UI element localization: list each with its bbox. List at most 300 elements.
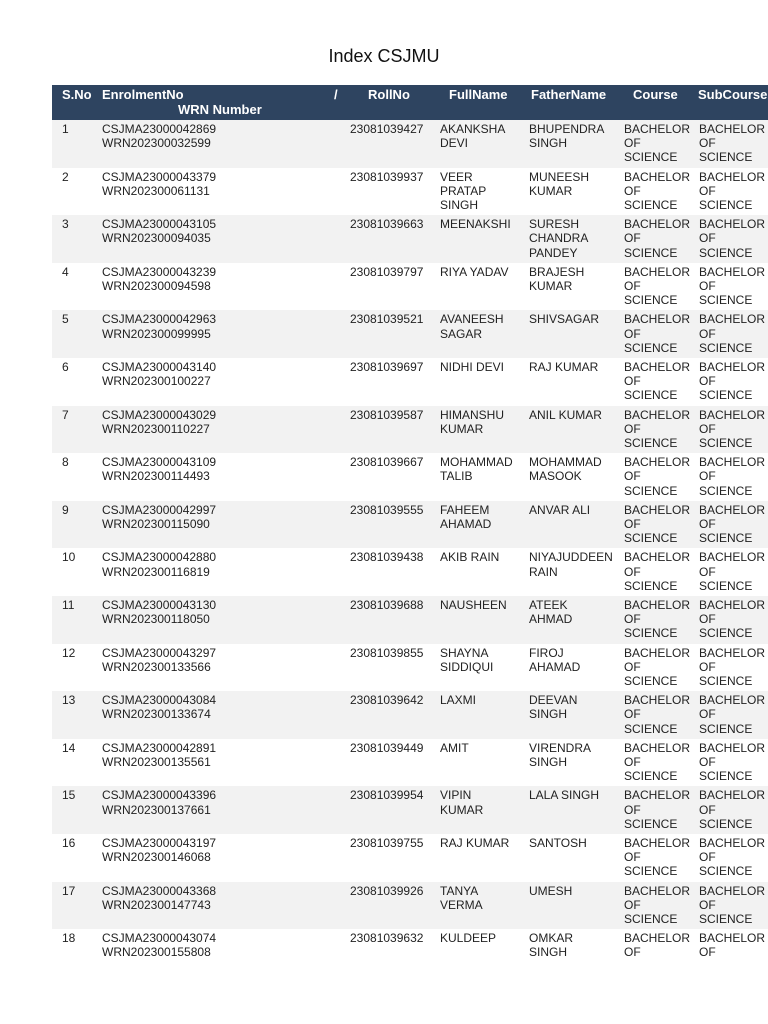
cell-course-line: BACHELOR (624, 407, 691, 422)
enrolment-number: CSJMA23000043105 (102, 217, 217, 232)
cell-course-line: SCIENCE (624, 293, 678, 308)
cell-fullname-line: TALIB (440, 469, 473, 484)
cell-fathername-line: NIYAJUDDEEN (529, 550, 613, 565)
table-row (52, 834, 768, 882)
cell-course-line: BACHELOR (624, 169, 691, 184)
cell-fullname (440, 693, 520, 707)
cell-course (624, 788, 694, 831)
cell-fullname (440, 170, 520, 213)
cell-fullname-line: MOHAMMAD (440, 455, 513, 470)
cell-course (624, 741, 694, 784)
cell-roll: 23081039438 (350, 550, 424, 565)
cell-fullname-line: KUMAR (440, 421, 484, 436)
cell-sno: 5 (62, 312, 69, 327)
cell-fathername (529, 550, 619, 578)
cell-fathername-line: DEEVAN (529, 693, 578, 708)
cell-fathername-line: RAJ KUMAR (529, 359, 599, 374)
table-body (52, 120, 768, 977)
cell-subcourse-line: OF (699, 136, 716, 151)
cell-fullname-line: DEVI (440, 136, 469, 151)
cell-roll: 23081039688 (350, 597, 424, 612)
cell-enrolment-wrn (102, 693, 216, 721)
cell-fathername-line: SINGH (529, 136, 568, 151)
cell-fathername-line: ANIL KUMAR (529, 407, 602, 422)
table-row (52, 215, 768, 263)
cell-subcourse-line: OF (699, 469, 716, 484)
cell-fathername-line: FIROJ (529, 645, 564, 660)
cell-course-line: BACHELOR (624, 788, 691, 803)
cell-sno: 14 (62, 740, 76, 755)
cell-enrolment-wrn (102, 503, 216, 531)
header-enrolment: EnrolmentNo (102, 87, 184, 102)
cell-fullname (440, 503, 520, 531)
cell-course-line: BACHELOR (624, 122, 691, 136)
cell-fathername-line: BRAJESH (529, 264, 585, 279)
table-row (52, 882, 768, 930)
cell-subcourse-line: SCIENCE (699, 198, 753, 212)
cell-subcourse-line: BACHELOR (699, 312, 766, 327)
cell-fullname-line: SHAYNA (440, 645, 489, 660)
cell-subcourse-line: SCIENCE (699, 578, 753, 593)
cell-fathername-line: SINGH (529, 707, 568, 722)
cell-subcourse-line: BACHELOR (699, 693, 766, 708)
cell-fathername-line: CHANDRA (529, 231, 589, 246)
cell-subcourse-line: SCIENCE (699, 864, 753, 879)
cell-fullname-line: MEENAKSHI (440, 217, 511, 232)
cell-subcourse-line: SCIENCE (699, 245, 753, 260)
cell-subcourse-line: BACHELOR (699, 740, 766, 755)
cell-course-line: SCIENCE (624, 816, 678, 831)
cell-subcourse-line: OF (699, 516, 716, 531)
cell-subcourse-line: OF (699, 659, 716, 674)
cell-subcourse-line: OF (699, 897, 716, 912)
cell-course-line: BACHELOR (624, 502, 691, 517)
cell-fathername (529, 122, 619, 150)
cell-course (624, 265, 694, 308)
table-row (52, 358, 768, 406)
cell-fathername-line: BHUPENDRA (529, 122, 605, 136)
cell-enrolment-wrn (102, 170, 216, 198)
header-fullname: FullName (449, 87, 508, 102)
cell-subcourse (699, 836, 768, 879)
cell-fullname (440, 360, 520, 374)
cell-course-line: BACHELOR (624, 312, 691, 327)
cell-fullname-line: HIMANSHU (440, 407, 505, 422)
cell-subcourse-line: BACHELOR (699, 217, 766, 232)
cell-subcourse (699, 931, 768, 959)
cell-subcourse-line: SCIENCE (699, 483, 753, 498)
cell-fullname-line: VIPIN (440, 788, 472, 803)
cell-course (624, 884, 694, 927)
enrolment-number: CSJMA23000043074 (102, 931, 217, 946)
cell-subcourse-line: BACHELOR (699, 502, 766, 517)
cell-sno: 16 (62, 835, 76, 850)
cell-fullname (440, 550, 520, 564)
cell-fathername (529, 598, 619, 626)
cell-course-line: OF (624, 754, 641, 769)
cell-subcourse-line: SCIENCE (699, 721, 753, 736)
cell-course-line: OF (624, 612, 641, 627)
cell-sno: 9 (62, 502, 69, 517)
cell-subcourse-line: BACHELOR (699, 597, 766, 612)
cell-fathername (529, 408, 619, 422)
wrn-number: WRN202300100227 (102, 374, 211, 389)
cell-roll: 23081039663 (350, 217, 424, 232)
cell-fathername-line: ANVAR ALI (529, 502, 591, 517)
header-father: FatherName (531, 87, 607, 102)
cell-subcourse (699, 312, 768, 355)
cell-course-line: SCIENCE (624, 198, 678, 212)
cell-roll: 23081039632 (350, 931, 424, 946)
table-row (52, 501, 768, 549)
wrn-number: WRN202300146068 (102, 850, 211, 865)
table-row (52, 929, 768, 977)
header-slash: / (334, 87, 338, 102)
cell-enrolment-wrn (102, 312, 216, 340)
cell-subcourse-line: OF (699, 707, 716, 722)
cell-enrolment-wrn (102, 122, 216, 150)
cell-course-line: SCIENCE (624, 150, 678, 165)
cell-subcourse-line: OF (699, 374, 716, 389)
cell-fathername-line: UMESH (529, 883, 573, 898)
cell-course-line: OF (624, 326, 641, 341)
cell-fathername-line: SHIVSAGAR (529, 312, 600, 327)
cell-course-line: OF (624, 897, 641, 912)
wrn-number: WRN202300147743 (102, 897, 211, 912)
cell-subcourse-line: BACHELOR (699, 883, 766, 898)
enrolment-number: CSJMA23000043084 (102, 693, 217, 708)
cell-fathername (529, 170, 619, 198)
cell-roll: 23081039937 (350, 169, 424, 184)
index-table (52, 85, 768, 977)
cell-course-line: OF (624, 136, 641, 151)
table-row (52, 263, 768, 311)
cell-course-line: SCIENCE (624, 388, 678, 403)
cell-subcourse (699, 646, 768, 689)
cell-subcourse (699, 693, 768, 736)
cell-course-line: OF (624, 469, 641, 484)
enrolment-number: CSJMA23000043109 (102, 455, 217, 470)
cell-fathername-line: SURESH (529, 217, 580, 232)
cell-sno: 8 (62, 455, 69, 470)
cell-fullname (440, 455, 520, 483)
cell-course-line: BACHELOR (624, 835, 691, 850)
cell-fathername-line: MUNEESH (529, 169, 590, 184)
cell-enrolment-wrn (102, 836, 216, 864)
cell-fullname-line: SAGAR (440, 326, 483, 341)
table-row (52, 453, 768, 501)
table-row (52, 310, 768, 358)
cell-fullname-line: AMIT (440, 740, 469, 755)
cell-subcourse-line: OF (699, 612, 716, 627)
cell-course-line: BACHELOR (624, 217, 691, 232)
enrolment-number: CSJMA23000043140 (102, 359, 217, 374)
cell-course-line: OF (624, 564, 641, 579)
cell-subcourse-line: OF (699, 564, 716, 579)
cell-subcourse-line: OF (699, 754, 716, 769)
cell-fathername (529, 360, 619, 374)
cell-course-line: SCIENCE (624, 769, 678, 784)
cell-sno: 6 (62, 359, 69, 374)
cell-fathername (529, 217, 619, 260)
cell-subcourse-line: OF (699, 421, 716, 436)
enrolment-number: CSJMA23000042997 (102, 502, 217, 517)
cell-course-line: OF (624, 516, 641, 531)
cell-roll: 23081039427 (350, 122, 424, 136)
cell-subcourse-line: BACHELOR (699, 645, 766, 660)
table-row (52, 406, 768, 454)
cell-fathername-line: VIRENDRA (529, 740, 592, 755)
cell-subcourse-line: SCIENCE (699, 435, 753, 450)
cell-subcourse-line: BACHELOR (699, 835, 766, 850)
cell-roll: 23081039642 (350, 693, 424, 708)
enrolment-number: CSJMA23000043297 (102, 645, 217, 660)
cell-subcourse-line: BACHELOR (699, 122, 766, 136)
cell-course-line: SCIENCE (624, 864, 678, 879)
cell-course (624, 598, 694, 641)
cell-subcourse-line: SCIENCE (699, 911, 753, 926)
cell-course (624, 646, 694, 689)
wrn-number: WRN202300061131 (102, 183, 210, 198)
cell-subcourse-line: SCIENCE (699, 293, 753, 308)
cell-enrolment-wrn (102, 265, 216, 293)
cell-enrolment-wrn (102, 598, 216, 626)
wrn-number: WRN202300110227 (102, 421, 210, 436)
cell-roll: 23081039555 (350, 502, 424, 517)
cell-subcourse-line: OF (699, 945, 716, 960)
wrn-number: WRN202300116819 (102, 564, 210, 579)
cell-course-line: SCIENCE (624, 340, 678, 355)
cell-subcourse-line: BACHELOR (699, 788, 766, 803)
cell-fullname-line: RAJ KUMAR (440, 835, 510, 850)
cell-subcourse-line: SCIENCE (699, 388, 753, 403)
cell-course-line: OF (624, 707, 641, 722)
cell-sno: 13 (62, 693, 76, 708)
cell-subcourse (699, 360, 768, 403)
cell-fathername-line: SINGH (529, 754, 568, 769)
cell-fathername (529, 693, 619, 721)
cell-fathername (529, 646, 619, 674)
cell-course (624, 931, 694, 959)
cell-roll: 23081039697 (350, 359, 424, 374)
cell-course-line: BACHELOR (624, 264, 691, 279)
header-sno: S.No (62, 87, 92, 102)
cell-fathername (529, 455, 619, 483)
cell-enrolment-wrn (102, 931, 216, 959)
cell-sno: 18 (62, 931, 76, 946)
cell-fullname (440, 741, 520, 755)
cell-fathername (529, 788, 619, 802)
wrn-number: WRN202300094035 (102, 231, 211, 246)
cell-course-line: BACHELOR (624, 693, 691, 708)
cell-enrolment-wrn (102, 455, 216, 483)
cell-course-line: OF (624, 850, 641, 865)
cell-fullname-line: AKIB RAIN (440, 550, 500, 565)
cell-subcourse-line: BACHELOR (699, 455, 766, 470)
cell-fullname-line: LAXMI (440, 693, 477, 708)
cell-subcourse (699, 455, 768, 498)
table-row (52, 786, 768, 834)
cell-sno: 11 (62, 597, 75, 612)
cell-subcourse-line: BACHELOR (699, 931, 766, 946)
cell-course-line: BACHELOR (624, 455, 691, 470)
cell-sno: 17 (62, 883, 76, 898)
cell-roll: 23081039926 (350, 883, 424, 898)
cell-course (624, 455, 694, 498)
cell-fullname-line: KULDEEP (440, 931, 497, 946)
cell-subcourse (699, 788, 768, 831)
cell-subcourse (699, 217, 768, 260)
cell-fathername-line: SINGH (529, 945, 568, 960)
cell-fathername-line: AHAMAD (529, 659, 581, 674)
wrn-number: WRN202300135561 (102, 754, 211, 769)
wrn-number: WRN202300118050 (102, 612, 210, 627)
cell-fullname-line: VEER (440, 169, 473, 184)
cell-fullname (440, 598, 520, 612)
cell-course-line: OF (624, 659, 641, 674)
cell-subcourse-line: SCIENCE (699, 769, 753, 784)
cell-enrolment-wrn (102, 646, 216, 674)
enrolment-number: CSJMA23000042869 (102, 122, 217, 136)
cell-course-line: SCIENCE (624, 531, 678, 546)
cell-course-line: SCIENCE (624, 673, 678, 688)
cell-sno: 7 (62, 407, 69, 422)
cell-fullname-line: NAUSHEEN (440, 597, 507, 612)
wrn-number: WRN202300114493 (102, 469, 210, 484)
cell-fathername-line: PANDEY (529, 245, 578, 260)
cell-course-line: SCIENCE (624, 911, 678, 926)
cell-subcourse-line: SCIENCE (699, 531, 753, 546)
cell-course-line: OF (624, 231, 641, 246)
cell-fullname (440, 931, 520, 945)
wrn-number: WRN202300094598 (102, 278, 211, 293)
cell-fathername (529, 931, 619, 959)
cell-subcourse (699, 265, 768, 308)
cell-course-line: SCIENCE (624, 721, 678, 736)
cell-course-line: BACHELOR (624, 931, 691, 946)
header-subcourse: SubCourse (698, 87, 768, 102)
cell-sno: 10 (62, 550, 76, 565)
cell-enrolment-wrn (102, 550, 216, 578)
cell-course-line: BACHELOR (624, 883, 691, 898)
cell-subcourse-line: OF (699, 850, 716, 865)
table-header (52, 85, 768, 120)
cell-fullname-line: SINGH (440, 198, 479, 212)
cell-enrolment-wrn (102, 788, 216, 816)
cell-roll: 23081039797 (350, 264, 424, 279)
table-row (52, 548, 768, 596)
cell-fullname (440, 788, 520, 816)
cell-course (624, 836, 694, 879)
cell-roll: 23081039449 (350, 740, 424, 755)
cell-course-line: OF (624, 802, 641, 817)
cell-roll: 23081039667 (350, 455, 424, 470)
cell-sno: 12 (62, 645, 76, 660)
cell-sno: 4 (62, 264, 69, 279)
enrolment-number: CSJMA23000043029 (102, 407, 217, 422)
cell-roll: 23081039521 (350, 312, 424, 327)
cell-subcourse (699, 408, 768, 451)
enrolment-number: CSJMA23000042891 (102, 740, 217, 755)
cell-fathername-line: MASOOK (529, 469, 582, 484)
cell-fullname (440, 265, 520, 279)
cell-fathername (529, 312, 619, 326)
cell-subcourse (699, 170, 768, 213)
cell-fathername (529, 741, 619, 769)
cell-fathername-line: RAIN (529, 564, 558, 579)
cell-course (624, 360, 694, 403)
cell-course (624, 550, 694, 593)
wrn-number: WRN202300099995 (102, 326, 211, 341)
header-course: Course (633, 87, 678, 102)
cell-course-line: BACHELOR (624, 597, 691, 612)
cell-fathername (529, 884, 619, 898)
cell-fathername-line: ATEEK (529, 597, 568, 612)
table-row (52, 739, 768, 787)
cell-subcourse-line: OF (699, 326, 716, 341)
cell-course (624, 693, 694, 736)
table-row (52, 644, 768, 692)
cell-fullname-line: NIDHI DEVI (440, 359, 505, 374)
cell-fullname (440, 408, 520, 436)
header-wrn: WRN Number (178, 102, 262, 117)
cell-course-line: OF (624, 945, 641, 960)
cell-course-line: BACHELOR (624, 645, 691, 660)
cell-fullname (440, 646, 520, 674)
cell-subcourse (699, 503, 768, 546)
cell-fathername-line: OMKAR (529, 931, 574, 946)
cell-fathername (529, 503, 619, 517)
cell-course (624, 408, 694, 451)
enrolment-number: CSJMA23000042963 (102, 312, 217, 327)
cell-fullname-line: FAHEEM (440, 502, 490, 517)
enrolment-number: CSJMA23000042880 (102, 550, 217, 565)
cell-enrolment-wrn (102, 408, 216, 436)
enrolment-number: CSJMA23000043239 (102, 264, 217, 279)
cell-course (624, 503, 694, 546)
wrn-number: WRN202300115090 (102, 516, 210, 531)
cell-fathername-line: AHMAD (529, 612, 573, 627)
cell-subcourse-line: BACHELOR (699, 359, 766, 374)
table-row (52, 596, 768, 644)
page-title: Index CSJMU (328, 46, 440, 66)
cell-fullname-line: PRATAP (440, 183, 487, 198)
cell-fullname-line: TANYA (440, 883, 479, 898)
cell-subcourse (699, 598, 768, 641)
cell-sno: 15 (62, 788, 76, 803)
cell-course-line: BACHELOR (624, 550, 691, 565)
cell-course-line: SCIENCE (624, 245, 678, 260)
wrn-number: WRN202300137661 (102, 802, 211, 817)
cell-course (624, 170, 694, 213)
cell-subcourse-line: SCIENCE (699, 150, 753, 165)
cell-fullname (440, 312, 520, 340)
cell-course (624, 217, 694, 260)
table-row (52, 691, 768, 739)
cell-subcourse-line: SCIENCE (699, 626, 753, 641)
cell-subcourse (699, 550, 768, 593)
cell-subcourse-line: OF (699, 278, 716, 293)
cell-fullname-line: AVANEESH (440, 312, 504, 327)
cell-subcourse-line: OF (699, 231, 716, 246)
cell-course-line: SCIENCE (624, 435, 678, 450)
cell-subcourse-line: BACHELOR (699, 407, 766, 422)
cell-fathername (529, 836, 619, 850)
enrolment-number: CSJMA23000043197 (102, 835, 217, 850)
cell-fullname (440, 836, 520, 850)
cell-fullname (440, 122, 520, 150)
cell-subcourse (699, 122, 768, 165)
